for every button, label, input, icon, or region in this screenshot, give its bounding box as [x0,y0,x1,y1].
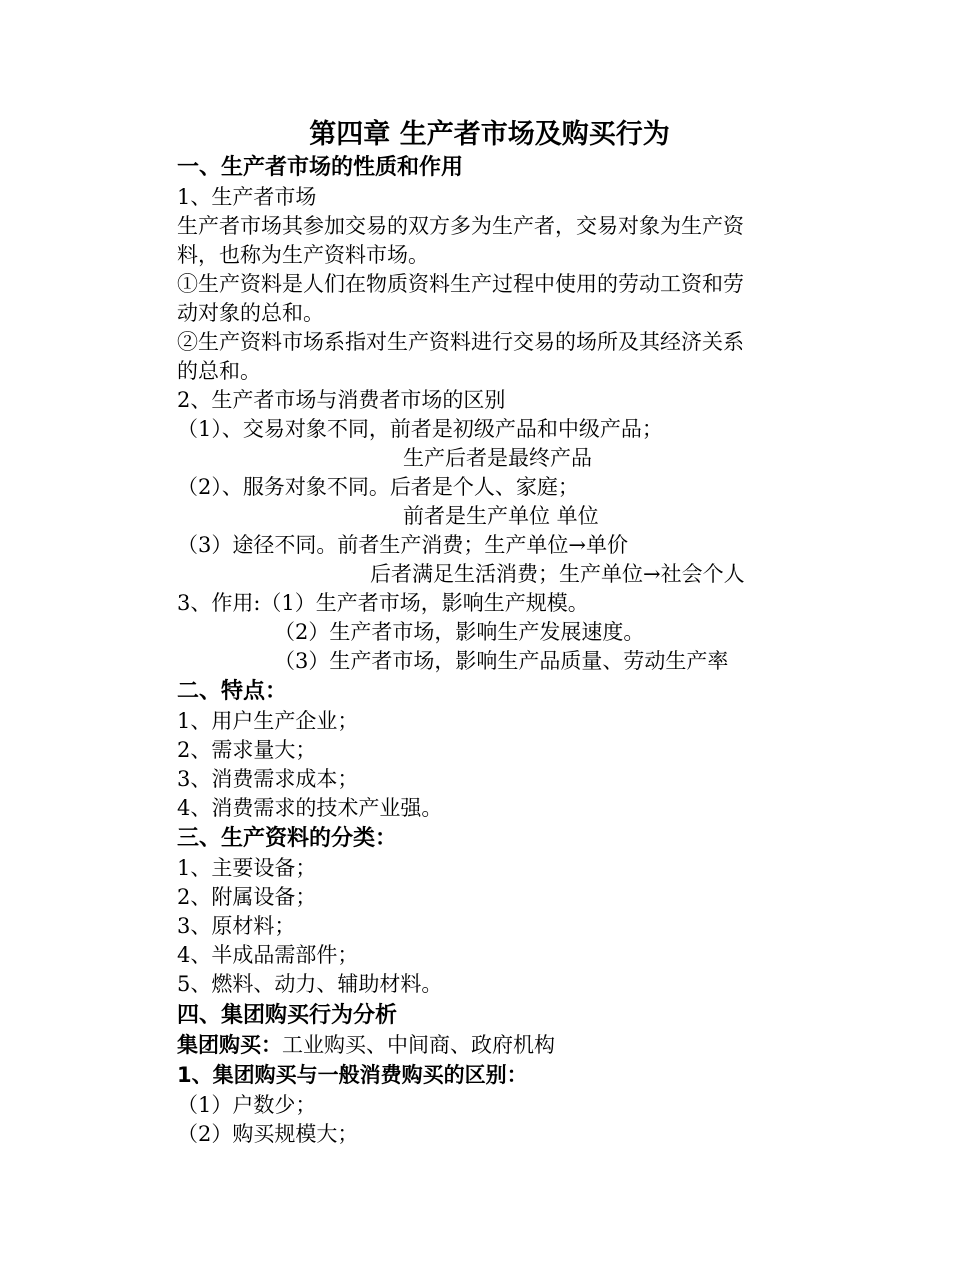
section4-group-text: 工业购买、中间商、政府机构 [282,1033,555,1057]
section2-item: 3、消费需求成本； [177,767,359,791]
section3-item: 5、燃料、动力、辅助材料。 [177,972,443,996]
section1-role-line2: （2）生产者市场，影响生产发展速度。 [274,620,645,644]
section3-item: 1、主要设备； [177,856,317,880]
section1-sub1-para-line1: 生产者市场其参加交易的双方多为生产者，交易对象为生产资 [177,214,744,238]
section1-diff1-line2: 生产后者是最终产品 [403,446,592,470]
section1-role-line1: 3、作用:（1）生产者市场，影响生产规模。 [177,591,589,615]
section4-sub1-heading: 1、集团购买与一般消费购买的区别： [177,1063,528,1087]
section1-note1-line1: ①生产资料是人们在物质资料生产过程中使用的劳动工资和劳 [177,272,744,296]
section3-item: 2、附属设备； [177,885,317,909]
section1-note2-line2: 的总和。 [177,359,261,383]
section4-heading: 四、集团购买行为分析 [177,1003,398,1028]
section1-diff2-line2: 前者是生产单位 单位 [403,504,599,528]
section1-role-line3: （3）生产者市场，影响生产品质量、劳动生产率 [274,649,729,673]
section1-note2-line1: ②生产资料市场系指对生产资料进行交易的场所及其经济关系 [177,330,744,354]
section4-item: （2）购买规模大； [177,1122,359,1146]
section2-heading: 二、特点： [177,679,288,704]
section1-sub1-para-line2: 料，也称为生产资料市场。 [177,243,429,267]
section4-item: （1）户数少； [177,1093,317,1117]
section1-sub1-title: 1、生产者市场 [177,185,317,209]
section1-diff2-line1: （2）、服务对象不同。后者是个人、家庭； [177,475,579,499]
page-title: 第四章 生产者市场及购买行为 [309,119,670,150]
section4-group-label: 集团购买： [177,1033,282,1057]
section4-group-line [177,1031,555,1060]
section1-sub2-title: 2、生产者市场与消费者市场的区别 [177,388,506,412]
section1-heading: 一、生产者市场的性质和作用 [177,155,464,180]
section1-diff1-line1: （1）、交易对象不同，前者是初级产品和中级产品； [177,417,663,441]
section1-diff3-line1: （3）途径不同。前者生产消费；生产单位→单价 [177,533,628,557]
section3-heading: 三、生产资料的分类： [177,826,398,851]
section1-note1-line2: 动对象的总和。 [177,301,324,325]
section3-item: 4、半成品需部件； [177,943,359,967]
section2-item: 2、需求量大； [177,738,317,762]
section1-diff3-line2: 后者满足生活消费；生产单位→社会个人 [370,562,745,586]
section2-item: 4、消费需求的技术产业强。 [177,796,443,820]
section3-item: 3、原材料； [177,914,296,938]
section2-item: 1、用户生产企业； [177,709,359,733]
